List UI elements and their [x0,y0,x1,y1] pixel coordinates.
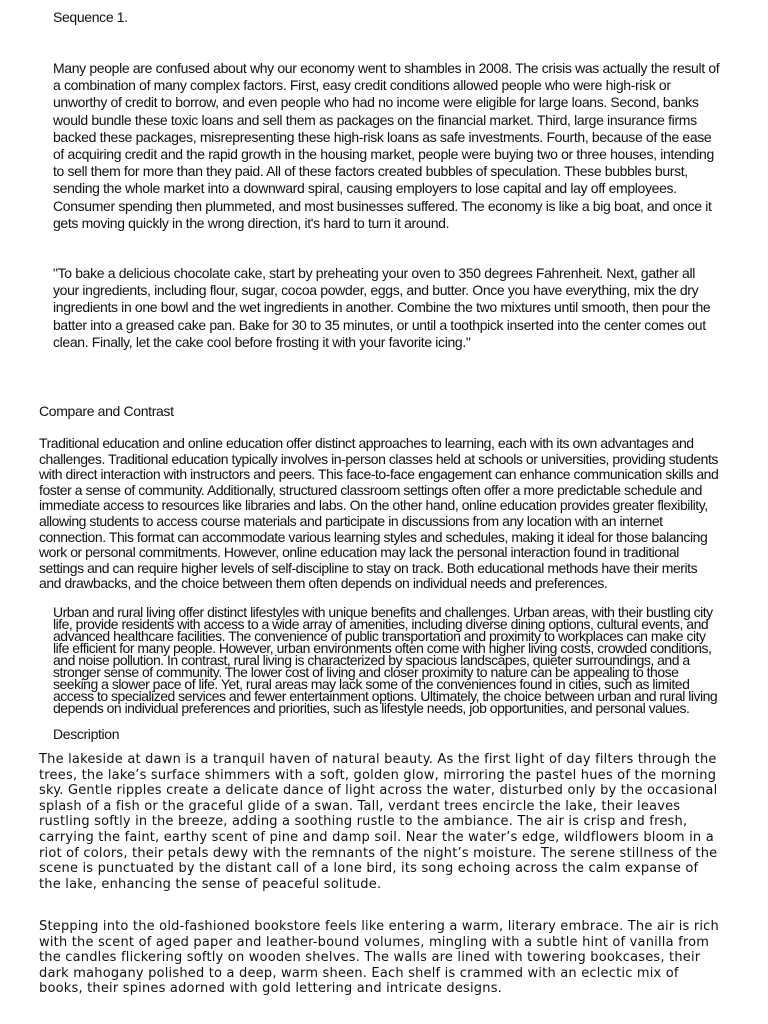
sequence-heading: Sequence 1. [53,9,128,25]
compare-contrast-heading: Compare and Contrast [39,403,174,419]
lakeside-paragraph: The lakeside at dawn is a tranquil haven of natural beauty. As the first light of day filters through the trees, the lake’s surface shimmers with a soft, golden glow, mirroring the pastel hues of the morning sky. Gentle ripples create a delicate dance of light across the water, disturbed only by the occasional splash of a fish or the graceful glide of a swan. Tall, verdant trees encircle the lake, their leaves rustling softly in the breeze, adding a soothing rustle to the ambiance. The air is crisp and fresh, carrying the faint, earthy scent of pine and damp soil. Near the water’s edge, wildflowers bloom in a riot of colors, their petals dewy with the remnants of the night’s moisture. The serene stillness of the scene is punctuated by the distant call of a lone bird, its song echoing across the calm expanse of the lake, enhancing the sense of peaceful solitude. [39,752,718,892]
urban-rural-paragraph: Urban and rural living offer distinct lifestyles with unique benefits and challenges. Urban areas, with their bustling city life, provide residents with access to a wide array of amenities, including diverse dining options, cultural events, and advanced healthcare facilities. The convenience of public transportation and proximity to workplaces can make city life efficient for many people. However, urban environments often come with higher living costs, crowded conditions, and noise pollution. In contrast, rural living is characterized by spacious landscapes, quieter surroundings, and a stronger sense of community. The lower cost of living and closer proximity to nature can be appealing to those seeking a slower pace of life. Yet, rural areas may lack some of the conveniences found in cities, such as limited access to specialized services and fewer entertainment options. Ultimately, the choice between urban and rural living depends on individual preferences and priorities, such as lifestyle needs, job opportunities, and personal values. [53,604,718,716]
description-heading: Description [53,726,120,742]
bookstore-paragraph: Stepping into the old-fashioned bookstore feels like entering a warm, literary embrace. The air is rich with the scent of aged paper and leather-bound volumes, mingling with a subtle hint of vanilla from the candles flickering softly on wooden shelves. The walls are lined with towering bookcases, their dark mahogany polished to a deep, warm sheen. Each shelf is crammed with an eclectic mix of books, their spines adorned with gold lettering and intricate designs. [39,919,719,997]
cake-recipe-paragraph: "To bake a delicious chocolate cake, start by preheating your oven to 350 degrees Fahrenheit. Next, gather all your ingredients, including flour, sugar, cocoa powder, eggs, and butter. Once you have everything, mix the dry ingredients in one bowl and the wet ingredients in another. Combine the two mixtures until smooth, then pour the batter into a greased cake pan. Bake for 30 to 35 minutes, or until a toothpick inserted into the center comes out clean. Finally, let the cake cool before frosting it with your favorite icing." [53,265,711,350]
education-paragraph: Traditional education and online education offer distinct approaches to learning, each with its own advantages and challenges. Traditional education typically involves in-person classes held at schools or universities, providing students with direct interaction with instructors and peers. This face-to-face engagement can enhance communication skills and foster a sense of community. Additionally, structured classroom settings often offer a more predictable schedule and immediate access to resources like libraries and labs. On the other hand, online education provides greater flexibility, allowing students to access course materials and participate in discussions from any location with an internet connection. This format can accommodate various learning styles and schedules, making it ideal for those balancing work or personal commitments. However, online education may lack the personal interaction found in traditional settings and can require higher levels of self-discipline to stay on track. Both educational methods have their merits and drawbacks, and the choice between them often depends on individual needs and preferences. [39,435,719,592]
economy-paragraph: Many people are confused about why our economy went to shambles in 2008. The crisis was actually the result of a combination of many complex factors. First, easy credit conditions allowed people who were high-risk or unworthy of credit to borrow, and even people who had no income were eligible for large loans. Second, banks would bundle these toxic loans and sell them as packages on the financial market. Third, large insurance firms backed these packages, misrepresenting these high-risk loans as safe investments. Fourth, because of the ease of acquiring credit and the rapid growth in the housing market, people were buying two or three houses, intending to sell them for more than they paid. All of these factors created bubbles of speculation. These bubbles burst, sending the whole market into a downward spiral, causing employers to lose capital and lay off employees. Consumer spending then plummeted, and most businesses suffered. The economy is like a big boat, and once it gets moving quickly in the wrong direction, it's hard to turn it around. [53,60,720,231]
